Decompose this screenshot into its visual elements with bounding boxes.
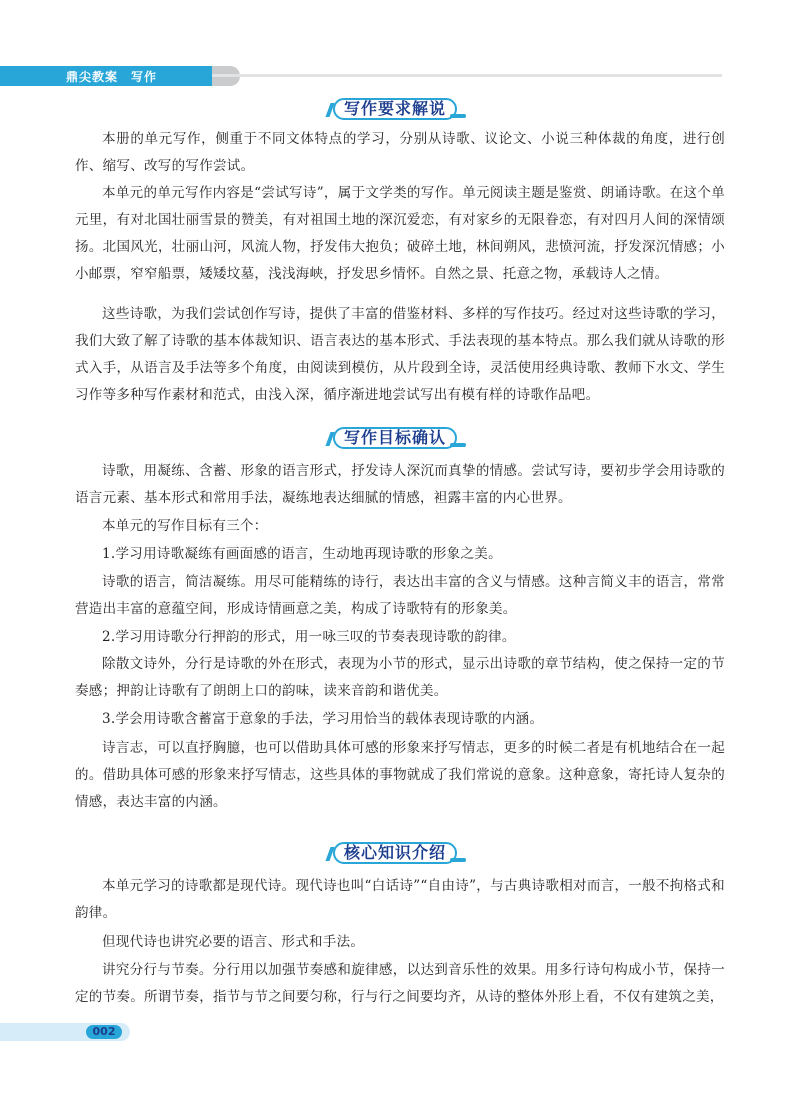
header-rule xyxy=(212,74,722,77)
section-heading-requirements xyxy=(0,98,790,124)
page-number: 002 xyxy=(92,1025,116,1038)
paragraph: 诗言志，可以直抒胸臆，也可以借助具体可感的形象来抒写情志，更多的时候二者是有机地结合在一起的。借助具体可感的形象来抒写情志，这些具体的事物就成了我们常说的意象。这种意象，寄托诗人复杂的情感，表达丰富的内涵。 xyxy=(75,740,725,810)
paragraph: 3.学会用诗歌含蓄富于意象的手法，学习用恰当的载体表现诗歌的内涵。 xyxy=(102,711,544,727)
paragraph: 本单元的单元写作内容是“尝试写诗”，属于文学类的写作。单元阅读主题是鉴赏、朗诵诗歌。在这个单元里，有对北国壮丽雪景的赞美，有对祖国土地的深沉爱恋，有对家乡的无限眷恋，有对四月人间的深情颂扬。北国风光，壮丽山河，风流人物，抒发伟大抱负；破碎土地，林间朔风，悲愤河流，抒发深沉情感；小小邮票，窄窄船票，矮矮坟墓，浅浅海峡，抒发思乡情怀。自然之景、托意之物，承载诗人之情。 xyxy=(75,185,725,282)
paragraph: 诗歌的语言，简洁凝练。用尽可能精练的诗行，表达出丰富的含义与情感。这种言简义丰的语言，常常营造出丰富的意蕴空间，形成诗情画意之美，构成了诗歌特有的形象美。 xyxy=(75,574,725,617)
paragraph: 1.学习用诗歌凝练有画面感的语言，生动地再现诗歌的形象之美。 xyxy=(102,546,502,562)
paragraph: 诗歌，用凝练、含蓄、形象的语言形式，抒发诗人深沉而真挚的情感。尝试写诗，要初步学会用诗歌的语言元素、基本形式和常用手法，凝练地表达细腻的情感，袒露丰富的内心世界。 xyxy=(75,463,725,506)
section-heading-core-knowledge xyxy=(0,842,790,868)
paragraph: 但现代诗也讲究必要的语言、形式和手法。 xyxy=(102,934,365,950)
paragraph: 本单元的写作目标有三个： xyxy=(102,518,268,534)
section-title: 写作目标确认 xyxy=(343,428,446,447)
section-title: 核心知识介绍 xyxy=(343,843,446,862)
paragraph: 2.学习用诗歌分行押韵的形式，用一咏三叹的节奏表现诗歌的韵律。 xyxy=(102,629,516,645)
paragraph: 除散文诗外，分行是诗歌的外在形式，表现为小节的形式，显示出诗歌的章节结构，使之保持一定的节奏感；押韵让诗歌有了朗朗上口的韵味，读来音韵和谐优美。 xyxy=(75,656,725,699)
paragraph: 讲究分行与节奏。分行用以加强节奏感和旋律感，以达到音乐性的效果。用多行诗句构成小节，保持一定的节奏。所谓节奏，指节与节之间要匀称，行与行之间要均齐，从诗的整体外形上看，不仅有建筑之美， xyxy=(75,962,725,1005)
paragraph: 这些诗歌，为我们尝试创作写诗，提供了丰富的借鉴材料、多样的写作技巧。经过对这些诗歌的学习，我们大致了解了诗歌的基本体裁知识、语言表达的基本形式、手法表现的基本特点。那么我们就从诗歌的形式入手，从语言及手法等多个角度，由阅读到模仿，从片段到全诗，灵活使用经典诗歌、教师下水文、学生习作等多种写作素材和范式，由浅入深，循序渐进地尝试写出有模有样的诗歌作品吧。 xyxy=(75,306,725,403)
running-header: 鼎尖教案 写作 xyxy=(66,70,158,84)
paragraph: 本单元学习的诗歌都是现代诗。现代诗也叫“白话诗”“自由诗”，与古典诗歌相对而言，一般不拘格式和韵律。 xyxy=(75,878,725,921)
section-heading-objectives xyxy=(0,427,790,453)
paragraph: 本册的单元写作，侧重于不同文体特点的学习，分别从诗歌、议论文、小说三种体裁的角度，进行创作、缩写、改写的写作尝试。 xyxy=(75,131,725,174)
section-title: 写作要求解说 xyxy=(343,99,446,118)
